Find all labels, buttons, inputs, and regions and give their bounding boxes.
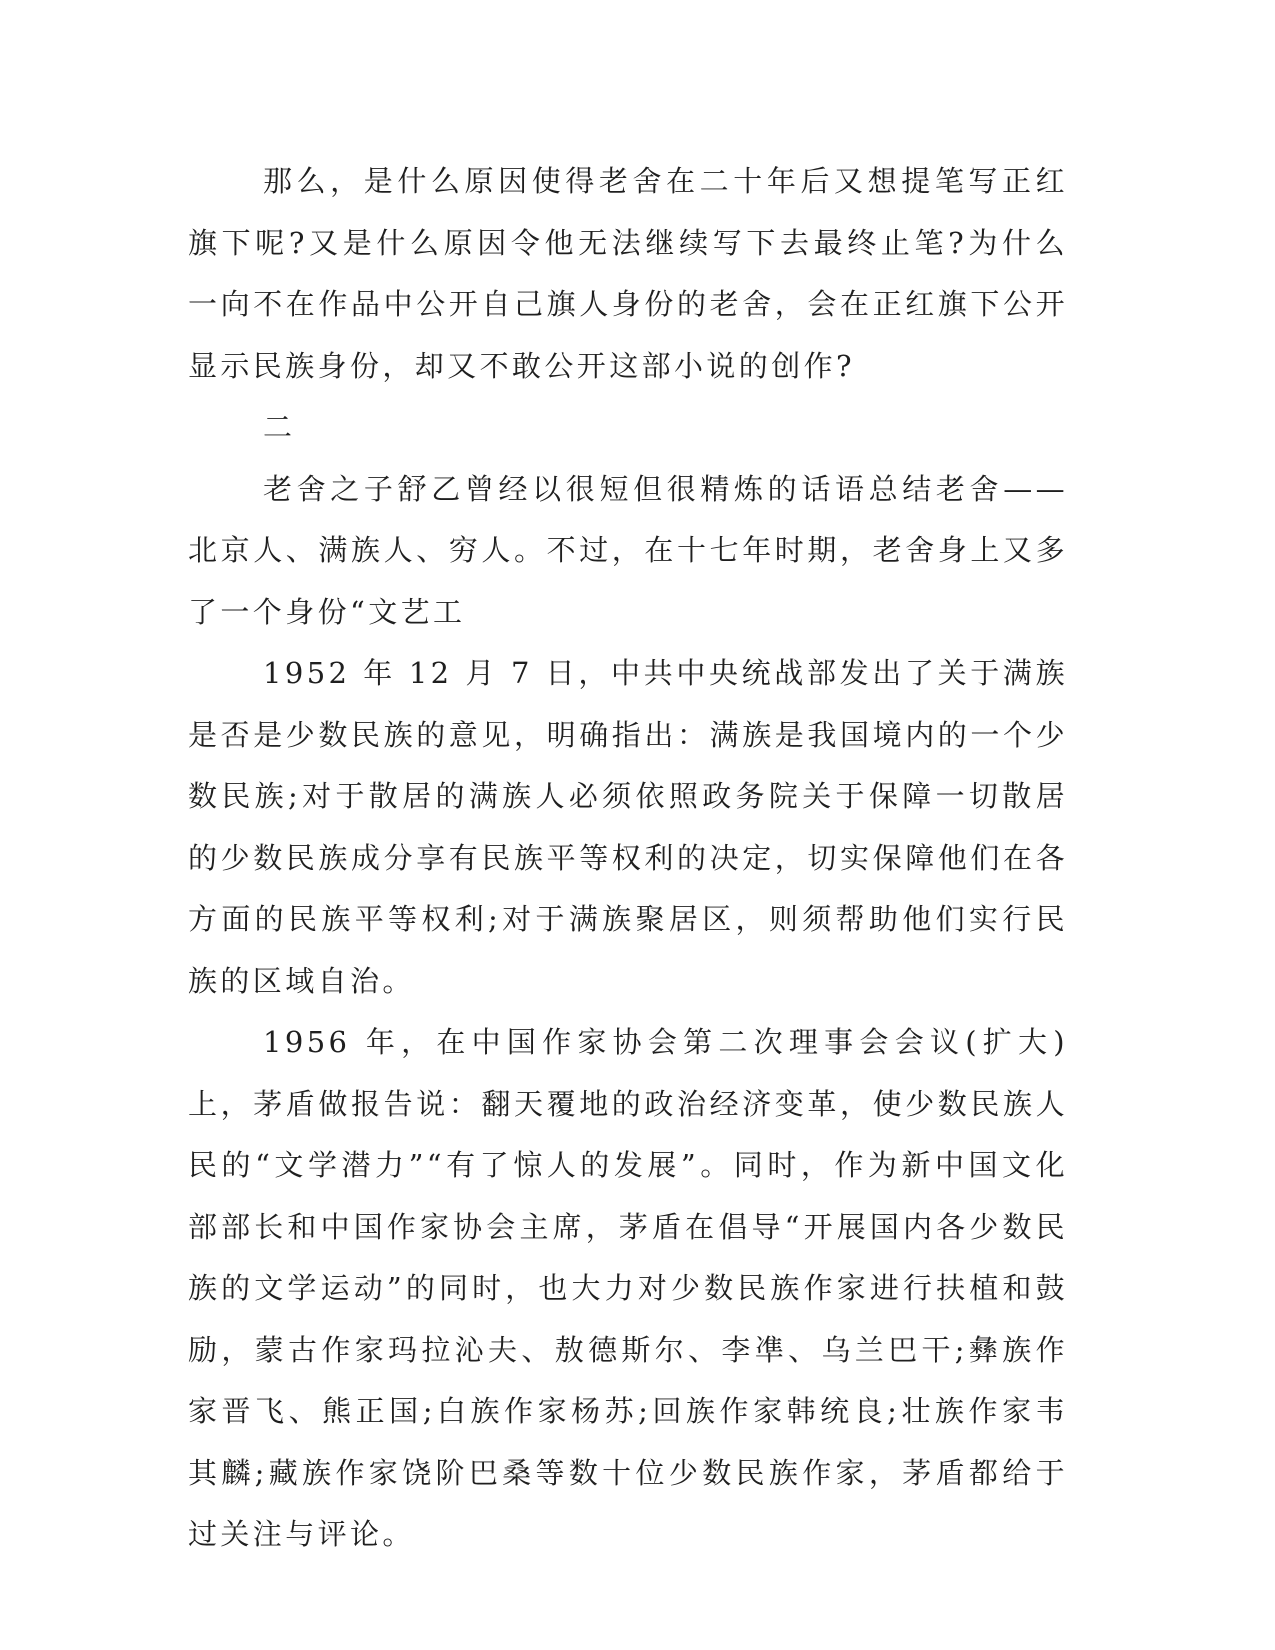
paragraph-question: 那么，是什么原因使得老舍在二十年后又想提笔写正红旗下呢?又是什么原因令他无法继续写下去最终止笔?为什么一向不在作品中公开自己旗人身份的老舍，会在正红旗下公开显示民族身份，却又不敢公开这部小说的创作?: [188, 164, 1068, 383]
section-number: 二: [263, 410, 296, 444]
paragraph-1952: 1952 年 12 月 7 日，中共中央统战部发出了关于满族是否是少数民族的意见，明确指出：满族是我国境内的一个少数民族;对于散居的满族人必须依照政务院关于保障一切散居的少数民族成分享有民族平等权利的决定，切实保障他们在各方面的民族平等权利;对于满族聚居区，则须帮助他们实行民族的区域自治。: [188, 656, 1068, 998]
paragraph-1956: 1956 年，在中国作家协会第二次理事会会议(扩大)上，茅盾做报告说：翻天覆地的政治经济变革，使少数民族人民的“文学潜力”“有了惊人的发展”。同时，作为新中国文化部部长和中国作家协会主席，茅盾在倡导“开展国内各少数民族的文学运动”的同时，也大力对少数民族作家进行扶植和鼓励，蒙古作家玛拉沁夫、敖德斯尔、李凖、乌兰巴干;彝族作家晋飞、熊正国;白族作家杨苏;回族作家韩统良;壮族作家韦其麟;藏族作家饶阶巴桑等数十位少数民族作家，茅盾都给于过关注与评论。: [188, 1025, 1068, 1551]
paragraph-shu-yi: 老舍之子舒乙曾经以很短但很精炼的话语总结老舍——北京人、满族人、穷人。不过，在十七年时期，老舍身上又多了一个身份“文艺工: [188, 471, 1068, 629]
document-body: [188, 151, 1068, 1566]
